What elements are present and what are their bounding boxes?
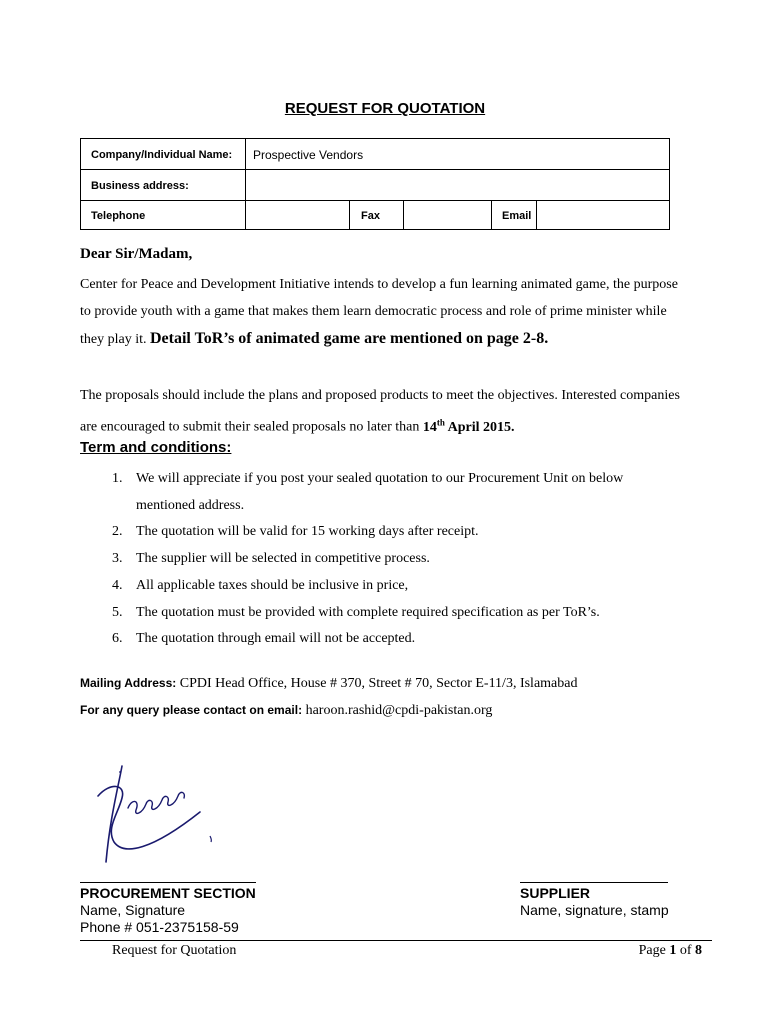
query-email[interactable]: haroon.rashid@cpdi-pakistan.org [305, 703, 493, 718]
document-title: REQUEST FOR QUOTATION [284, 100, 486, 117]
list-number: 3. [112, 551, 123, 567]
terms-heading: Term and conditions: [80, 439, 232, 456]
mailing-address-value: CPDI Head Office, House # 370, Street # 70, Sector E-11/3, Islamabad [179, 676, 578, 691]
page-current: 1 [669, 943, 677, 958]
page-total: 8 [695, 943, 702, 958]
list-number: 2. [112, 524, 123, 540]
tor-emphasis: Detail ToR’s of animated game are mentioned on page 2-8. [150, 330, 549, 347]
list-number: 1. [112, 471, 123, 486]
list-text: The quotation through email will not be accepted. [136, 631, 416, 647]
table-column-divider [349, 200, 350, 229]
proposal-text: The proposals should include the plans and proposed products to meet the objectives. Interested companies are encouraged to submit their sealed proposals no later than [80, 388, 680, 435]
deadline-day: 14 [422, 419, 437, 435]
list-item [112, 626, 682, 653]
mailing-address [80, 676, 577, 692]
page-word: Page [638, 943, 666, 958]
list-item [112, 466, 682, 519]
query-contact [80, 703, 492, 719]
vendor-info-table [80, 138, 670, 230]
greeting: Dear Sir/Madam, [80, 246, 193, 262]
intro-text: Center for Peace and Development Initiative intends to develop a fun learning animated game, the purpose to provide youth with a game that makes them learn democratic process and role of prime minister while they play it. [80, 277, 678, 347]
page-number [560, 943, 702, 959]
terms-list [112, 466, 682, 653]
footer-divider [80, 940, 712, 941]
deadline-suffix: th [436, 417, 445, 427]
list-text: The quotation will be valid for 15 working days after receipt. [136, 524, 479, 540]
intro-paragraph [80, 271, 680, 353]
company-label: Company/Individual Name: [91, 149, 233, 161]
supplier-signature-line [520, 882, 668, 883]
list-item [112, 519, 682, 546]
company-value: Prospective Vendors [253, 148, 364, 162]
table-column-divider [403, 200, 404, 229]
table-column-divider [491, 200, 492, 229]
table-column-divider [536, 200, 537, 229]
mailing-address-label: Mailing Address: [80, 676, 177, 690]
list-text: The supplier will be selected in competitive process. [136, 551, 430, 567]
deadline-rest: April 2015. [447, 419, 515, 435]
list-text: The quotation must be provided with complete required specification as per ToR’s. [136, 604, 600, 620]
procurement-name-signature: Name, Signature [80, 902, 186, 918]
footer-title: Request for Quotation [112, 943, 237, 958]
business-address-label: Business address: [91, 180, 189, 192]
supplier-name-signature: Name, signature, stamp [520, 902, 669, 918]
telephone-label: Telephone [91, 210, 146, 222]
table-row-divider [81, 200, 669, 201]
list-number: 6. [112, 631, 123, 647]
handwritten-signature [92, 758, 222, 870]
table-row-divider [81, 169, 669, 170]
list-item [112, 600, 682, 627]
email-label: Email [502, 210, 532, 222]
list-item [112, 573, 682, 600]
query-label: For any query please contact on email: [80, 703, 303, 717]
procurement-signature-line [80, 882, 256, 883]
list-text: We will appreciate if you post your sealed quotation to our Procurement Unit on below mentioned address. [136, 471, 624, 513]
list-text: All applicable taxes should be inclusive in price, [136, 577, 409, 593]
proposal-paragraph [80, 382, 680, 441]
procurement-section [80, 885, 256, 936]
procurement-phone: Phone # 051-2375158-59 [80, 919, 239, 935]
fax-label: Fax [361, 210, 380, 222]
page-of: of [679, 943, 692, 958]
list-item [112, 546, 682, 573]
table-column-divider [245, 139, 246, 229]
list-number: 4. [112, 577, 123, 593]
procurement-heading: PROCUREMENT SECTION [80, 885, 256, 901]
supplier-heading: SUPPLIER [520, 885, 591, 901]
list-number: 5. [112, 604, 123, 620]
supplier-section [520, 885, 669, 919]
